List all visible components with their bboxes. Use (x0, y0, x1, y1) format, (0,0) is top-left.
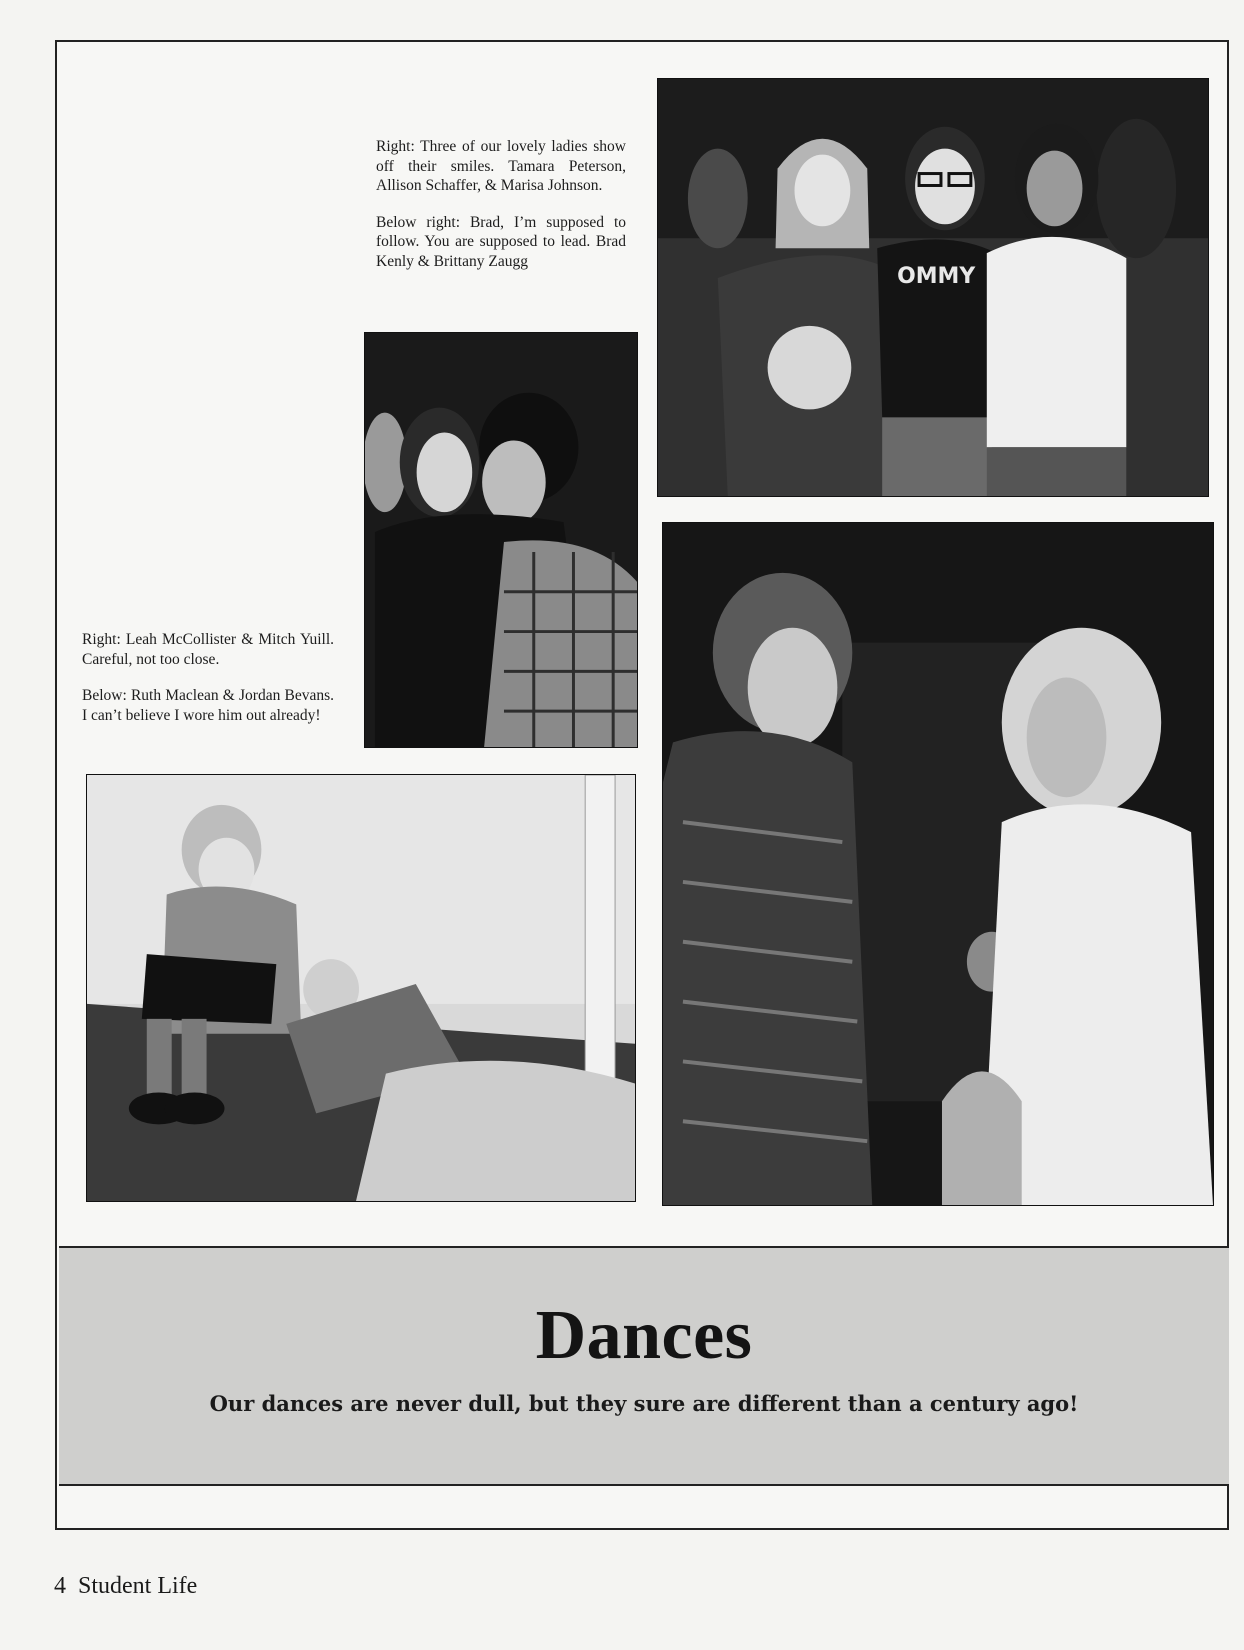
photo-brad-brittany (662, 522, 1214, 1206)
caption-leah-mitch: Right: Leah McCollister & Mitch Yuill. Careful, not too close. (82, 631, 334, 668)
section-name: Student Life (78, 1573, 198, 1599)
page-title: Dances (535, 1297, 753, 1374)
photo-leah-mitch (364, 332, 638, 748)
caption-ruth-jordan: Below: Ruth Maclean & Jordan Bevans. I can’t believe I wore him out already! (82, 687, 334, 724)
caption-three-ladies: Right: Three of our lovely ladies show off their smiles. Tamara Peterson, Allison Schaffer, & Marisa Johnson. (376, 138, 626, 194)
page-subtitle: Our dances are never dull, but they sure are different than a century ago! (209, 1391, 1079, 1416)
page-footer (54, 1573, 197, 1600)
photo-three-ladies (657, 78, 1209, 497)
caption-top (376, 137, 626, 288)
shirt-text: OMMY (897, 264, 976, 290)
page-number: 4 (54, 1573, 66, 1599)
caption-middle (82, 630, 334, 742)
caption-brad-brittany: Below right: Brad, I’m supposed to follow. You are supposed to lead. Brad Kenly & Brittany Zaugg (376, 213, 626, 270)
photo-ruth-jordan (86, 774, 636, 1202)
title-banner (59, 1246, 1229, 1486)
